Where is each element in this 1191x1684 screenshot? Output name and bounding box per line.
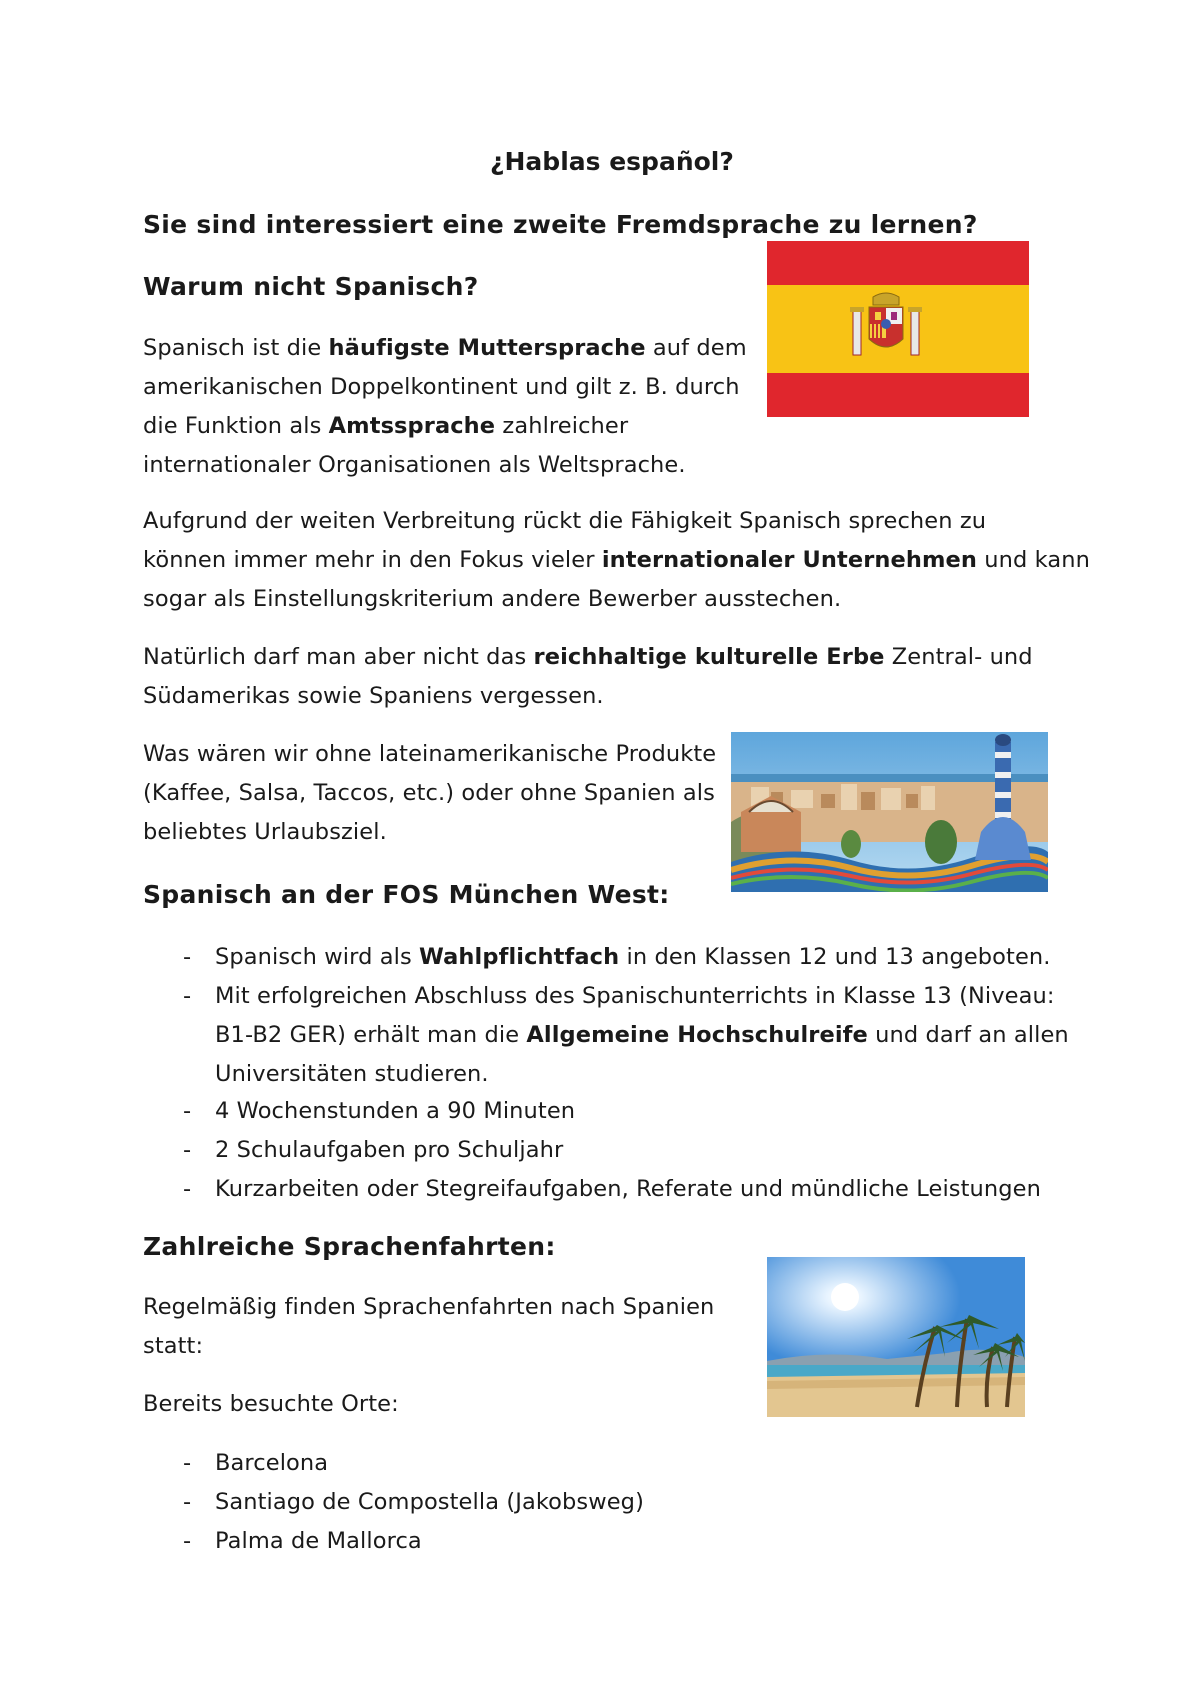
beach-palm-image xyxy=(767,1257,1025,1417)
list-bullet: - xyxy=(183,1489,192,1515)
section-fos-heading: Spanisch an der FOS München West: xyxy=(143,880,670,909)
list-item: 4 Wochenstunden a 90 Minuten xyxy=(215,1098,576,1124)
paragraph-2: Aufgrund der weiten Verbreitung rückt die Fähigkeit Spanisch sprechen zu können immer mehr in den Fokus vieler internationaler Unternehmen und kann sogar als Einstellungskriterium andere Bewerber ausstechen. xyxy=(143,508,1090,612)
list-item: Santiago de Compostella (Jakobsweg) xyxy=(215,1489,644,1515)
list-bullet: - xyxy=(183,1528,192,1554)
list-item: Barcelona xyxy=(215,1450,329,1476)
list-bullet: - xyxy=(183,1137,192,1163)
list-item: Mit erfolgreichen Abschluss des Spanischunterrichts in Klasse 13 (Niveau: B1-B2 GER) erhält man die Allgemeine Hochschulreife und darf an allen Universitäten studieren. xyxy=(215,983,1069,1087)
places-list xyxy=(0,1444,1191,1564)
list-item: Palma de Mallorca xyxy=(215,1528,422,1554)
page-title: ¿Hablas español? xyxy=(490,147,734,176)
list-bullet: - xyxy=(183,1098,192,1124)
subtitle-heading: Sie sind interessiert eine zweite Fremdsprache zu lernen? xyxy=(143,210,978,239)
list-bullet: - xyxy=(183,983,192,1009)
list-bullet: - xyxy=(183,1176,192,1202)
section-trips-heading: Zahlreiche Sprachenfahrten: xyxy=(143,1232,556,1261)
paragraph-4: Was wären wir ohne lateinamerikanische Produkte (Kaffee, Salsa, Taccos, etc.) oder ohne Spanien als beliebtes Urlaubsziel. xyxy=(143,741,717,845)
paragraph-3: Natürlich darf man aber nicht das reichhaltige kulturelle Erbe Zentral- und Südamerikas sowie Spaniens vergessen. xyxy=(143,644,1033,709)
spain-flag-image xyxy=(767,241,1029,417)
question-heading: Warum nicht Spanisch? xyxy=(143,272,479,301)
list-bullet: - xyxy=(183,1450,192,1476)
trips-paragraph: Regelmäßig finden Sprachenfahrten nach Spanien statt: xyxy=(143,1294,715,1359)
barcelona-park-guell-image xyxy=(731,732,1048,892)
fos-list xyxy=(0,938,1191,1208)
list-bullet: - xyxy=(183,944,192,970)
list-item: Kurzarbeiten oder Stegreifaufgaben, Referate und mündliche Leistungen xyxy=(215,1176,1041,1202)
visited-places-label: Bereits besuchte Orte: xyxy=(143,1391,399,1417)
paragraph-1: Spanisch ist die häufigste Muttersprache auf dem amerikanischen Doppelkontinent und gilt z. B. durch die Funktion als Amtssprache zahlreicher internationaler Organisationen als Weltsprache. xyxy=(143,335,747,478)
list-item: 2 Schulaufgaben pro Schuljahr xyxy=(215,1137,564,1163)
list-item: Spanisch wird als Wahlpflichtfach in den Klassen 12 und 13 angeboten. xyxy=(215,944,1051,970)
